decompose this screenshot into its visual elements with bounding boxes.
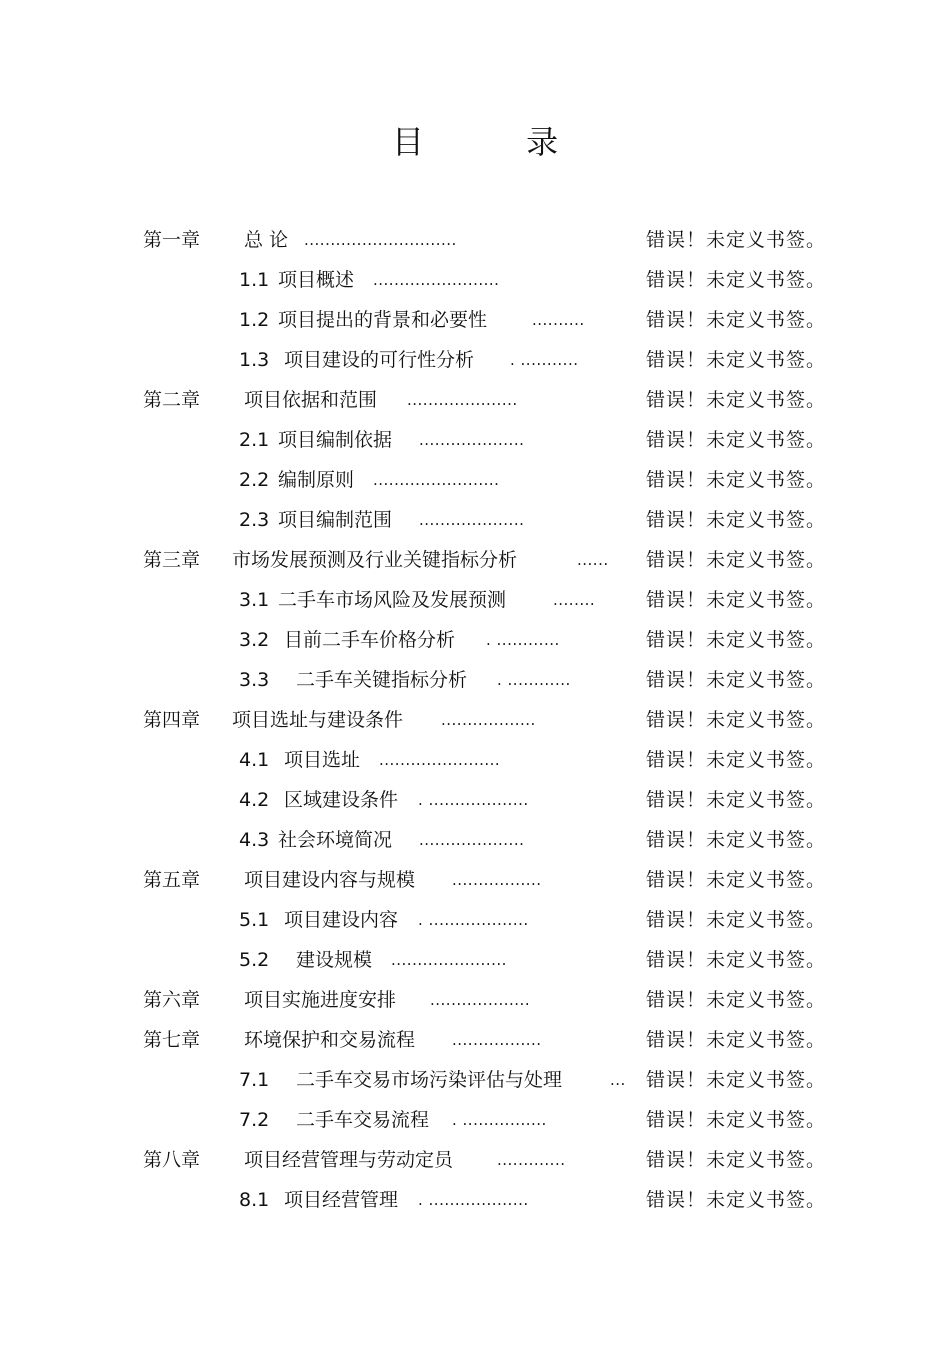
toc-page-reference: 错误！未定义书签。 <box>646 469 827 491</box>
toc-entry-title: 二手车交易市场污染评估与处理 <box>296 1069 563 1091</box>
toc-page-reference: 错误！未定义书签。 <box>646 1069 827 1091</box>
toc-entry-title: 项目建设内容 <box>284 909 399 931</box>
toc-page-reference: 错误！未定义书签。 <box>646 1189 827 1211</box>
toc-entry-title: 总 论 <box>244 229 289 251</box>
toc-entry-number: 3.2 <box>239 629 270 651</box>
toc-leader-dots: ...................... <box>391 951 507 969</box>
toc-entry-title: 项目编制依据 <box>278 429 393 451</box>
toc-entry-number: 第二章 <box>143 389 201 411</box>
toc-entry-chapter-5[interactable] <box>0 860 950 900</box>
toc-entry-title: 项目依据和范围 <box>244 389 378 411</box>
toc-leader-dots: ........................ <box>373 471 500 489</box>
toc-leader-dots: .................. <box>441 711 536 729</box>
table-of-contents <box>0 220 950 1220</box>
toc-leader-dots: ... <box>610 1071 626 1089</box>
toc-leader-dots: . ........... <box>510 351 579 369</box>
toc-leader-dots: ....................... <box>379 751 501 769</box>
toc-entry-number: 1.2 <box>239 309 270 331</box>
toc-entry-number: 第四章 <box>143 709 201 731</box>
toc-leader-dots: ........ <box>553 591 596 609</box>
toc-entry-chapter-6[interactable] <box>0 980 950 1020</box>
toc-entry-chapter-8[interactable] <box>0 1140 950 1180</box>
toc-page-reference: 错误！未定义书签。 <box>646 829 827 851</box>
toc-page-reference: 错误！未定义书签。 <box>646 669 827 691</box>
toc-leader-dots: .................... <box>419 511 525 529</box>
toc-entry-number: 7.1 <box>239 1069 270 1091</box>
toc-entry-title: 项目编制范围 <box>278 509 393 531</box>
toc-entry-number: 2.2 <box>239 469 270 491</box>
toc-page-reference: 错误！未定义书签。 <box>646 549 827 571</box>
toc-entry-title: 项目建设内容与规模 <box>244 869 416 891</box>
toc-entry-title: 编制原则 <box>278 469 355 491</box>
toc-leader-dots: . ............ <box>497 671 571 689</box>
toc-page-reference: 错误！未定义书签。 <box>646 509 827 531</box>
toc-entry-section-7-1[interactable] <box>0 1060 950 1100</box>
toc-entry-chapter-4[interactable] <box>0 700 950 740</box>
toc-page-reference: 错误！未定义书签。 <box>646 749 827 771</box>
toc-page-reference: 错误！未定义书签。 <box>646 709 827 731</box>
toc-entry-number: 7.2 <box>239 1109 270 1131</box>
toc-entry-section-1-1[interactable] <box>0 260 950 300</box>
toc-leader-dots: .................... <box>419 431 525 449</box>
toc-page-reference: 错误！未定义书签。 <box>646 789 827 811</box>
toc-leader-dots: . ................... <box>418 791 529 809</box>
toc-entry-number: 第五章 <box>143 869 201 891</box>
toc-entry-number: 2.1 <box>239 429 270 451</box>
toc-entry-number: 第三章 <box>143 549 201 571</box>
toc-entry-title: 社会环境简况 <box>278 829 393 851</box>
toc-leader-dots: ...... <box>577 551 609 569</box>
toc-entry-title: 环境保护和交易流程 <box>244 1029 416 1051</box>
toc-page-reference: 错误！未定义书签。 <box>646 269 827 291</box>
toc-page-reference: 错误！未定义书签。 <box>646 989 827 1011</box>
toc-entry-section-7-2[interactable] <box>0 1100 950 1140</box>
toc-entry-section-3-2[interactable] <box>0 620 950 660</box>
toc-entry-number: 1.3 <box>239 349 270 371</box>
toc-page-reference: 错误！未定义书签。 <box>646 1029 827 1051</box>
toc-entry-section-2-3[interactable] <box>0 500 950 540</box>
toc-entry-section-8-1[interactable] <box>0 1180 950 1220</box>
toc-leader-dots: ..................... <box>407 391 518 409</box>
toc-entry-title: 项目实施进度安排 <box>244 989 397 1011</box>
toc-entry-title: 项目建设的可行性分析 <box>284 349 475 371</box>
toc-entry-number: 4.2 <box>239 789 270 811</box>
toc-entry-section-2-2[interactable] <box>0 460 950 500</box>
toc-entry-title: 项目选址与建设条件 <box>232 709 404 731</box>
toc-entry-section-5-1[interactable] <box>0 900 950 940</box>
toc-page-reference: 错误！未定义书签。 <box>646 909 827 931</box>
toc-leader-dots: ................. <box>452 1031 542 1049</box>
toc-entry-section-2-1[interactable] <box>0 420 950 460</box>
toc-entry-number: 第七章 <box>143 1029 201 1051</box>
toc-entry-number: 第一章 <box>143 229 201 251</box>
toc-entry-chapter-3[interactable] <box>0 540 950 580</box>
toc-entry-title: 二手车市场风险及发展预测 <box>278 589 507 611</box>
toc-leader-dots: ................. <box>452 871 542 889</box>
toc-leader-dots: . ................... <box>418 911 529 929</box>
toc-entry-number: 1.1 <box>239 269 270 291</box>
toc-page-reference: 错误！未定义书签。 <box>646 629 827 651</box>
toc-leader-dots: ............. <box>497 1151 566 1169</box>
toc-leader-dots: ................... <box>430 991 531 1009</box>
toc-page-reference: 错误！未定义书签。 <box>646 1149 827 1171</box>
toc-entry-title: 项目选址 <box>284 749 361 771</box>
toc-entry-chapter-2[interactable] <box>0 380 950 420</box>
toc-page-reference: 错误！未定义书签。 <box>646 589 827 611</box>
toc-leader-dots: ........................ <box>373 271 500 289</box>
toc-entry-number: 5.2 <box>239 949 270 971</box>
toc-page-reference: 错误！未定义书签。 <box>646 309 827 331</box>
toc-entry-title: 二手车交易流程 <box>296 1109 430 1131</box>
toc-entry-title: 项目经营管理与劳动定员 <box>244 1149 454 1171</box>
toc-page-reference: 错误！未定义书签。 <box>646 869 827 891</box>
toc-page-reference: 错误！未定义书签。 <box>646 1109 827 1131</box>
toc-entry-section-1-3[interactable] <box>0 340 950 380</box>
toc-leader-dots: . ............ <box>486 631 560 649</box>
toc-entry-number: 3.1 <box>239 589 270 611</box>
toc-entry-number: 5.1 <box>239 909 270 931</box>
toc-page-reference: 错误！未定义书签。 <box>646 429 827 451</box>
toc-entry-chapter-7[interactable] <box>0 1020 950 1060</box>
toc-page-reference: 错误！未定义书签。 <box>646 389 827 411</box>
toc-entry-title: 目前二手车价格分析 <box>284 629 456 651</box>
toc-leader-dots: . ................ <box>452 1111 547 1129</box>
toc-entry-title: 市场发展预测及行业关键指标分析 <box>232 549 518 571</box>
toc-entry-number: 4.1 <box>239 749 270 771</box>
toc-entry-number: 8.1 <box>239 1189 270 1211</box>
toc-entry-section-4-1[interactable] <box>0 740 950 780</box>
toc-leader-dots: .......... <box>532 311 585 329</box>
toc-entry-number: 第八章 <box>143 1149 201 1171</box>
toc-entry-section-4-2[interactable] <box>0 780 950 820</box>
toc-page-reference: 错误！未定义书签。 <box>646 349 827 371</box>
toc-entry-section-3-3[interactable] <box>0 660 950 700</box>
toc-entry-title: 项目经营管理 <box>284 1189 399 1211</box>
toc-entry-number: 4.3 <box>239 829 270 851</box>
toc-entry-title: 项目概述 <box>278 269 355 291</box>
toc-entry-title: 建设规模 <box>296 949 373 971</box>
toc-entry-title: 二手车关键指标分析 <box>296 669 468 691</box>
toc-page-reference: 错误！未定义书签。 <box>646 229 827 251</box>
toc-page-reference: 错误！未定义书签。 <box>646 949 827 971</box>
page-title: 目 录 <box>391 123 605 161</box>
toc-leader-dots: ............................. <box>304 231 457 249</box>
toc-entry-section-4-3[interactable] <box>0 820 950 860</box>
toc-leader-dots: . ................... <box>418 1191 529 1209</box>
toc-entry-number: 第六章 <box>143 989 201 1011</box>
toc-entry-number: 3.3 <box>239 669 270 691</box>
toc-entry-section-5-2[interactable] <box>0 940 950 980</box>
toc-entry-chapter-1[interactable] <box>0 220 950 260</box>
toc-leader-dots: .................... <box>419 831 525 849</box>
toc-entry-section-1-2[interactable] <box>0 300 950 340</box>
toc-entry-title: 项目提出的背景和必要性 <box>278 309 488 331</box>
toc-entry-title: 区域建设条件 <box>284 789 399 811</box>
toc-entry-section-3-1[interactable] <box>0 580 950 620</box>
toc-entry-number: 2.3 <box>239 509 270 531</box>
